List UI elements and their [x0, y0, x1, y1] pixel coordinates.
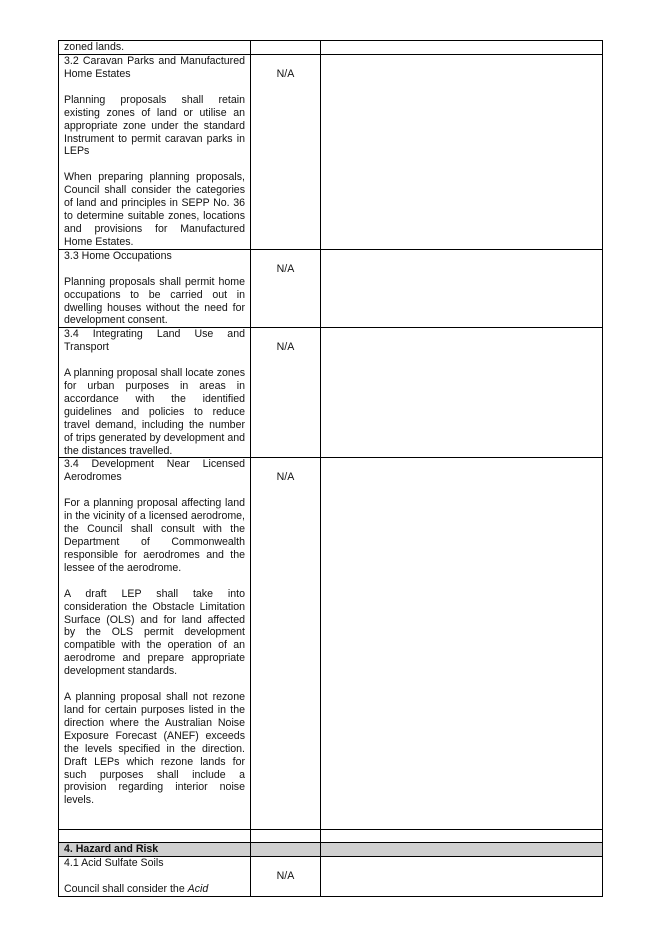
direction-cell — [59, 55, 251, 250]
status-value: N/A — [276, 341, 295, 354]
table-row — [59, 41, 603, 55]
direction-heading: 3.4 Development Near Licensed Aerodromes — [64, 458, 245, 484]
status-cell — [251, 830, 321, 843]
direction-cell — [59, 249, 251, 328]
comment-cell — [321, 830, 603, 843]
comment-cell — [321, 55, 603, 250]
status-value: N/A — [276, 870, 295, 883]
direction-paragraph: A planning proposal shall not rezone land for certain purposes listed in the direction where the Australian Noise Exposure Forecast (ANEF) exceeds the levels specified in the direction. Draft LEPs which rezone lands for such purposes shall include a provision regarding interior noise levels. — [64, 691, 245, 807]
comment-cell — [321, 458, 603, 830]
direction-heading: 3.2 Caravan Parks and Manufactured Home Estates — [64, 55, 245, 80]
status-value: N/A — [276, 262, 295, 275]
table-row — [59, 458, 603, 830]
direction-cell — [59, 830, 251, 843]
direction-paragraph: A draft LEP shall take into consideration the Obstacle Limitation Surface (OLS) and for land affected by the OLS permit development compatible with the operation of an aerodrome and prepare appropriate development standards. — [64, 587, 245, 678]
status-cell — [251, 328, 321, 458]
direction-paragraph: When preparing planning proposals, Council shall consider the categories of land and principles in SEPP No. 36 to determine suitable zones, locations and provisions for Manufactured Home Estates. — [64, 171, 245, 248]
direction-heading: 3.4 Integrating Land Use and Transport — [64, 328, 245, 354]
direction-paragraph: For a planning proposal affecting land in the vicinity of a licensed aerodrome, the Council shall consult with the Department of Commonwealth responsible for aerodromes and the lessee of the aerodrome. — [64, 497, 245, 574]
direction-cell — [59, 328, 251, 458]
table-row — [59, 249, 603, 328]
direction-heading: 4.1 Acid Sulfate Soils — [64, 857, 164, 870]
direction-cell — [59, 857, 251, 897]
status-cell — [251, 249, 321, 328]
comment-cell — [321, 249, 603, 328]
comment-cell — [321, 328, 603, 458]
status-cell — [251, 55, 321, 250]
status-value: N/A — [276, 471, 295, 484]
section-heading-cell — [321, 843, 603, 857]
comment-cell — [321, 857, 603, 897]
direction-paragraph-italic: Acid — [187, 883, 209, 896]
direction-text: zoned lands. — [64, 41, 125, 53]
direction-cell — [59, 458, 251, 830]
status-cell — [251, 458, 321, 830]
planning-directions-table — [58, 40, 603, 897]
status-cell — [251, 41, 321, 55]
direction-paragraph-text: Council shall consider the — [64, 883, 185, 896]
table-row — [59, 830, 603, 843]
direction-paragraph: A planning proposal shall locate zones for urban purposes in areas in accordance with the identified guidelines and policies to reduce travel demand, including the number of trips generated by development and the distances travelled. — [64, 367, 245, 457]
section-heading-cell — [251, 843, 321, 857]
direction-paragraph: Planning proposals shall permit home occupations to be carried out in dwelling houses without the need for development consent. — [64, 275, 245, 327]
direction-paragraph: Planning proposals shall retain existing zones of land or utilise an appropriate zone under the standard Instrument to permit caravan parks in LEPs — [64, 93, 245, 158]
section-heading-row — [59, 843, 603, 857]
status-value: N/A — [276, 68, 295, 80]
direction-heading: 3.3 Home Occupations — [64, 249, 172, 262]
table-row — [59, 328, 603, 458]
direction-paragraph — [64, 883, 245, 896]
status-cell — [251, 857, 321, 897]
table-row — [59, 55, 603, 250]
table-row — [59, 857, 603, 897]
section-heading — [59, 843, 251, 857]
comment-cell — [321, 41, 603, 55]
direction-cell — [59, 41, 251, 55]
section-heading-text: 4. Hazard and Risk — [64, 843, 159, 856]
